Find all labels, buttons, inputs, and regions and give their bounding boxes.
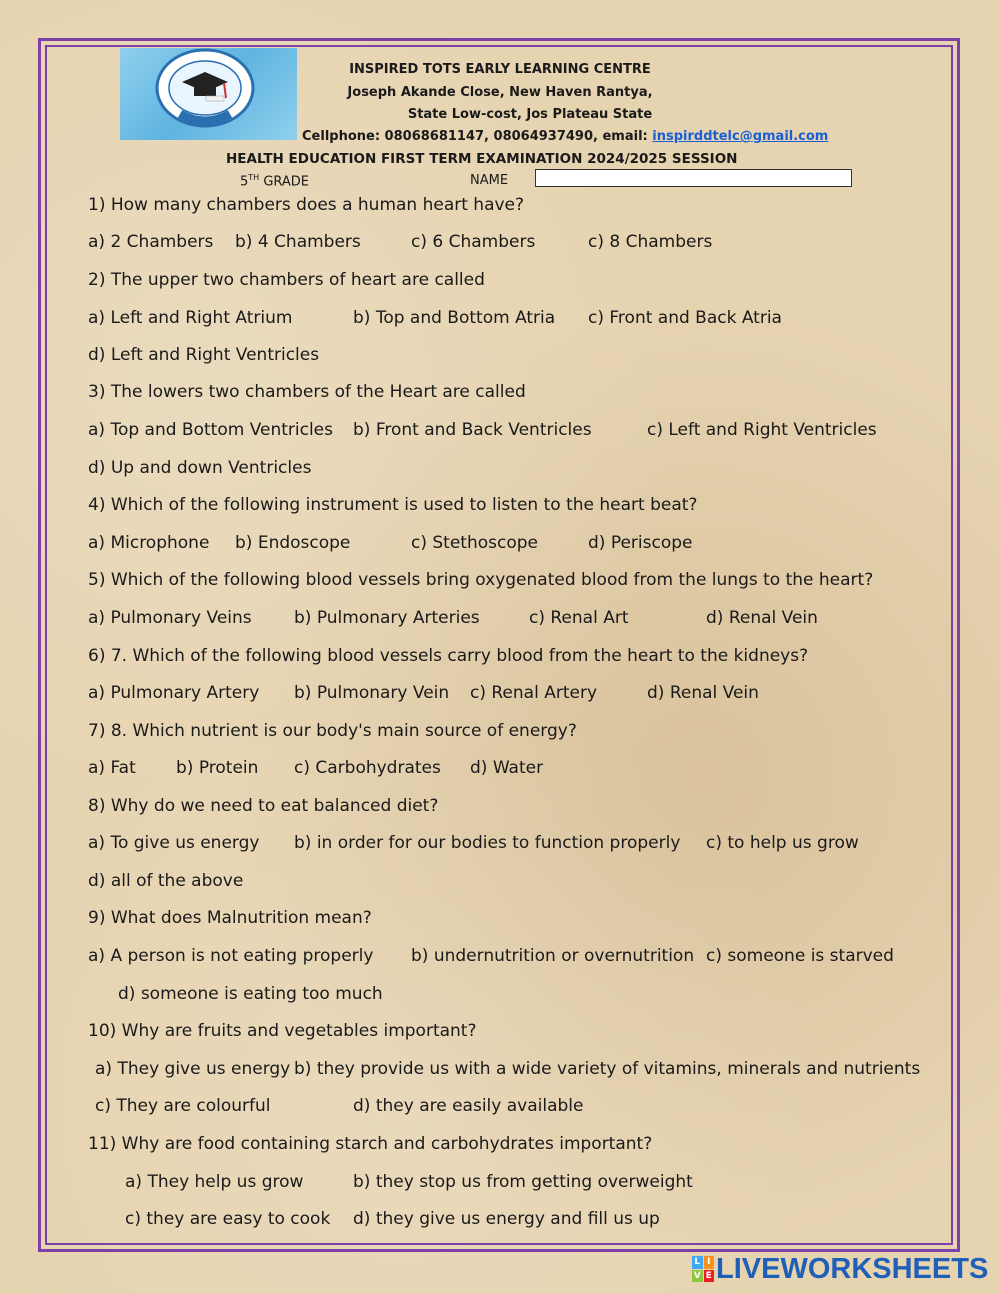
q3-option-c: c) Left and Right Ventricles [647, 420, 877, 440]
q7-option-a: a) Fat [88, 758, 136, 778]
liveworksheets-logo[interactable] [692, 1254, 988, 1284]
brand-badge-l: L [692, 1256, 703, 1269]
question-6: 6) 7. Which of the following blood vessels carry blood from the heart to the kidneys? [88, 646, 809, 666]
q7-option-b: b) Protein [176, 758, 259, 778]
school-logo [120, 48, 297, 140]
email-link[interactable]: inspirddtelc@gmail.com [652, 129, 829, 144]
grade-number: 5 [240, 174, 249, 190]
question-5: 5) Which of the following blood vessels bring oxygenated blood from the lungs to the heart? [88, 570, 874, 590]
q1-option-a: a) 2 Chambers [88, 232, 214, 252]
q5-option-d: d) Renal Vein [706, 608, 818, 628]
brand-badge-e: E [704, 1270, 715, 1283]
brand-name: LIVEWORKSHEETS [716, 1252, 989, 1285]
brand-badge-i: I [704, 1256, 715, 1269]
q2-option-d: d) Left and Right Ventricles [88, 345, 320, 365]
q10-option-d: d) they are easily available [353, 1096, 584, 1116]
q8-option-a: a) To give us energy [88, 833, 260, 853]
q9-option-a: a) A person is not eating properly [88, 946, 374, 966]
contact-phones: Cellphone: 08068681147, 08064937490, email: [302, 129, 653, 144]
brand-badge-v: V [693, 1270, 701, 1281]
address-line-1: Joseph Akande Close, New Haven Rantya, [347, 85, 653, 100]
q11-option-a: a) They help us grow [125, 1172, 304, 1192]
q7-option-d: d) Water [470, 758, 544, 778]
q6-option-c: c) Renal Artery [470, 683, 598, 703]
q4-option-d: d) Periscope [588, 533, 693, 553]
q2-option-c: c) Front and Back Atria [588, 308, 782, 328]
q3-option-a: a) Top and Bottom Ventricles [88, 420, 333, 440]
q8-option-b: b) in order for our bodies to function properly [294, 833, 681, 853]
question-10: 10) Why are fruits and vegetables important? [88, 1021, 477, 1041]
q2-option-a: a) Left and Right Atrium [88, 308, 293, 328]
brand-badge-icon [692, 1256, 714, 1282]
question-4: 4) Which of the following instrument is used to listen to the heart beat? [88, 495, 698, 515]
q11-option-b: b) they stop us from getting overweight [353, 1172, 693, 1192]
q6-option-a: a) Pulmonary Artery [88, 683, 260, 703]
q9-option-b: b) undernutrition or overnutrition [411, 946, 695, 966]
q4-option-c: c) Stethoscope [411, 533, 538, 553]
q10-option-c: c) They are colourful [95, 1096, 271, 1116]
q5-option-c: c) Renal Art [529, 608, 629, 628]
q1-option-d: c) 8 Chambers [588, 232, 713, 252]
q3-option-b: b) Front and Back Ventricles [353, 420, 592, 440]
q11-option-d: d) they give us energy and fill us up [353, 1209, 660, 1229]
q3-option-d: d) Up and down Ventricles [88, 458, 312, 478]
name-input[interactable] [535, 169, 852, 187]
q6-option-b: b) Pulmonary Vein [294, 683, 450, 703]
q10-option-b: b) they provide us with a wide variety of vitamins, minerals and nutrients [294, 1059, 921, 1079]
q5-option-b: b) Pulmonary Arteries [294, 608, 480, 628]
exam-title: HEALTH EDUCATION FIRST TERM EXAMINATION 2024/2025 SESSION [226, 151, 738, 167]
q4-option-b: b) Endoscope [235, 533, 351, 553]
grade-word: GRADE [263, 174, 310, 190]
q5-option-a: a) Pulmonary Veins [88, 608, 252, 628]
q4-option-a: a) Microphone [88, 533, 210, 553]
q10-option-a: a) They give us energy [95, 1059, 291, 1079]
question-1: 1) How many chambers does a human heart have? [88, 195, 525, 215]
q1-option-c: c) 6 Chambers [411, 232, 536, 252]
question-2: 2) The upper two chambers of heart are called [88, 270, 485, 290]
q8-option-d: d) all of the above [88, 871, 244, 891]
question-3: 3) The lowers two chambers of the Heart are called [88, 382, 526, 402]
contact-line [302, 129, 828, 144]
q6-option-d: d) Renal Vein [647, 683, 759, 703]
address-line-2: State Low-cost, Jos Plateau State [407, 107, 653, 122]
q1-option-b: b) 4 Chambers [235, 232, 361, 252]
question-11: 11) Why are food containing starch and carbohydrates important? [88, 1134, 653, 1154]
grade-suffix: TH [248, 173, 260, 182]
name-label: NAME [470, 173, 509, 188]
grade-label [240, 173, 309, 189]
q9-option-d: d) someone is eating too much [118, 984, 383, 1004]
question-7: 7) 8. Which nutrient is our body's main source of energy? [88, 721, 577, 741]
q9-option-c: c) someone is starved [706, 946, 894, 966]
q2-option-b: b) Top and Bottom Atria [353, 308, 556, 328]
question-8: 8) Why do we need to eat balanced diet? [88, 796, 439, 816]
school-name: INSPIRED TOTS EARLY LEARNING CENTRE [349, 62, 651, 77]
q7-option-c: c) Carbohydrates [294, 758, 441, 778]
q11-option-c: c) they are easy to cook [125, 1209, 331, 1229]
q8-option-c: c) to help us grow [706, 833, 859, 853]
question-9: 9) What does Malnutrition mean? [88, 908, 372, 928]
